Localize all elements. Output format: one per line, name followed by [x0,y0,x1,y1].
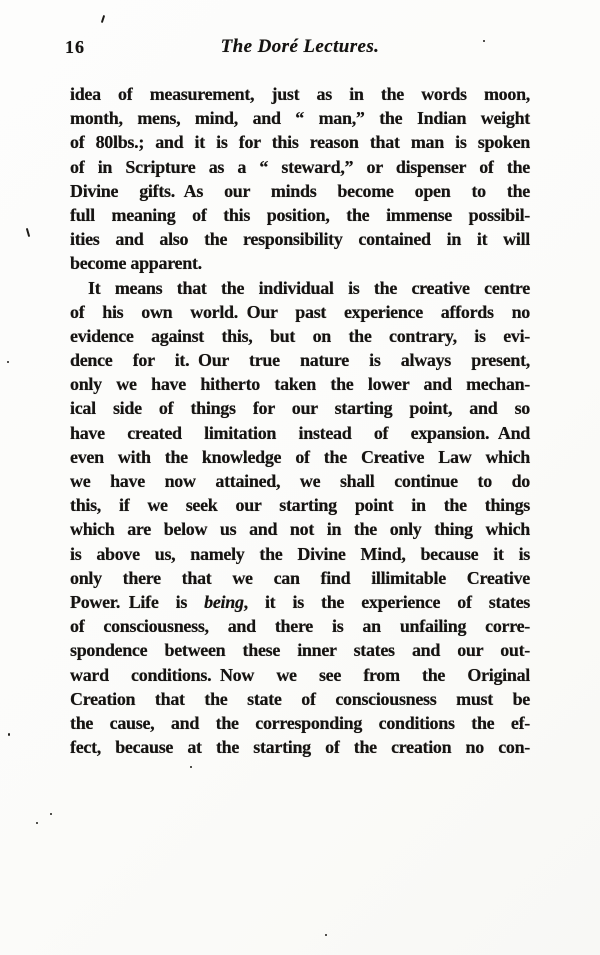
text-line: fect, because at the starting of the creation no con- [70,737,530,758]
text-line: of consciousness, and there is an unfailing corre- [70,616,530,637]
text-line: this, if we seek our starting point in the things [70,495,530,516]
text-line: is above us, namely the Divine Mind, because it is [70,543,530,564]
text-line: ical side of things for our starting point, and so [70,398,530,419]
running-title: The Doré Lectures. [220,36,380,57]
text-line: ities and also the responsibility contained in it will [70,229,530,250]
text-line: spondence between these inner states and our out- [70,640,530,661]
scan-artifact [190,766,192,768]
text-line: we have now attained, we shall continue to do [70,471,530,491]
scan-artifact [325,934,327,936]
text-line: Divine gifts. As our minds become open to the [70,180,530,201]
text-block [70,82,530,759]
text-line: only we have hitherto taken the lower and mechan- [70,374,530,395]
text-line: evidence against this, but on the contrary, is evi- [70,325,530,346]
scan-artifact [8,733,10,736]
text-line: Creation that the state of consciousness must be [70,688,530,709]
text-line: of in Scripture as a “ steward,” or dispenser of the [70,156,530,177]
paragraph-1 [70,82,530,276]
paragraph-2 [70,276,530,760]
text-line: month, mens, mind, and “ man,” the Indian weight [70,108,530,129]
text-line: full meaning of this position, the immense possibil- [70,204,530,225]
text-segment: Power. Life is [70,591,205,612]
page-number: 16 [65,37,85,57]
text-line: of his own world. Our past experience affords no [70,301,530,322]
text-line: the cause, and the corresponding conditions the ef- [70,712,530,733]
text-line: even with the knowledge of the Creative Law which [70,446,530,467]
text-segment: , it is the experience of states [243,591,530,612]
scan-artifact [36,822,38,824]
scan-artifact [26,228,30,237]
text-line: of 80lbs.; and it is for this reason that man is spoken [70,132,530,153]
scan-artifact [101,15,105,23]
scan-artifact [50,813,52,815]
text-line: idea of measurement, just as in the words moon, [70,84,530,104]
emphasis-word: being [204,591,244,612]
text-line: It means that the individual is the creative centre [88,277,530,298]
text-line: which are below us and not in the only thing which [70,519,530,540]
page-header [65,36,530,60]
text-line: become apparent. [70,253,202,274]
text-line: have created limitation instead of expansion. And [70,422,530,443]
scan-artifact [483,40,485,42]
scan-artifact [7,361,9,363]
text-line: dence for it. Our true nature is always present, [70,350,530,371]
text-line: only there that we can find illimitable Creative [70,567,530,588]
text-line-with-emphasis [70,590,530,614]
text-line: ward conditions. Now we see from the Original [70,664,530,685]
